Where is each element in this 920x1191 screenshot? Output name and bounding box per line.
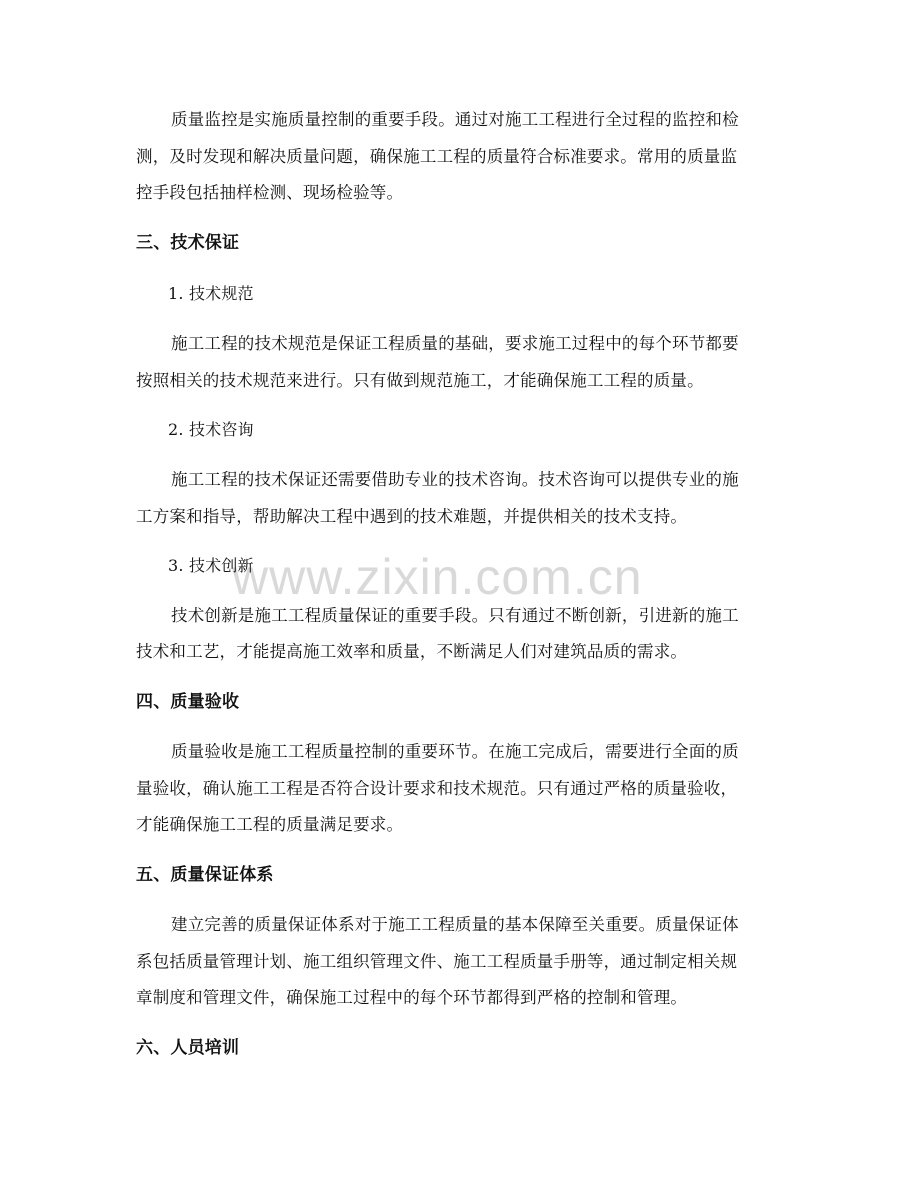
section-heading: 四、质量验收 — [136, 692, 240, 712]
paragraph-line: 施工工程的技术规范是保证工程质量的基础，要求施工过程中的每个环节都要 — [171, 334, 739, 353]
paragraph-line: 测，及时发现和解决质量问题，确保施工工程的质量符合标准要求。常用的质量监 — [136, 147, 738, 166]
subsection-heading: 1. 技术规范 — [168, 284, 254, 303]
paragraph-line: 建立完善的质量保证体系对于施工工程质量的基本保障至关重要。质量保证体 — [171, 915, 739, 934]
subsection-heading: 2. 技术咨询 — [168, 420, 254, 439]
watermark: www.zixin.com.cn — [232, 549, 643, 605]
paragraph-line: 施工工程的技术保证还需要借助专业的技术咨询。技术咨询可以提供专业的施 — [171, 470, 739, 489]
paragraph-line: 工方案和指导，帮助解决工程中遇到的技术难题，并提供相关的技术支持。 — [136, 507, 688, 526]
paragraph-line: 技术和工艺，才能提高施工效率和质量，不断满足人们对建筑品质的需求。 — [136, 642, 688, 661]
paragraph-line: 质量验收是施工工程质量控制的重要环节。在施工完成后，需要进行全面的质 — [171, 742, 739, 761]
section-heading: 三、技术保证 — [136, 233, 240, 253]
paragraph-line: 控手段包括抽样检测、现场检验等。 — [136, 183, 404, 202]
section-heading: 五、质量保证体系 — [136, 865, 274, 885]
paragraph-line: 系包括质量管理计划、施工组织管理文件、施工工程质量手册等，通过制定相关规 — [136, 952, 738, 971]
section-heading: 六、人员培训 — [136, 1038, 240, 1058]
paragraph-line: 章制度和管理文件，确保施工过程中的每个环节都得到严格的控制和管理。 — [136, 988, 688, 1007]
paragraph-line: 技术创新是施工工程质量保证的重要手段。只有通过不断创新，引进新的施工 — [171, 606, 739, 625]
paragraph-line: 按照相关的技术规范来进行。只有做到规范施工，才能确保施工工程的质量。 — [136, 371, 704, 390]
paragraph-line: 质量监控是实施质量控制的重要手段。通过对施工工程进行全过程的监控和检 — [171, 110, 739, 129]
paragraph-line: 量验收，确认施工工程是否符合设计要求和技术规范。只有通过严格的质量验收， — [136, 779, 738, 798]
paragraph-line: 才能确保施工工程的质量满足要求。 — [136, 815, 404, 834]
subsection-heading: 3. 技术创新 — [168, 556, 254, 575]
